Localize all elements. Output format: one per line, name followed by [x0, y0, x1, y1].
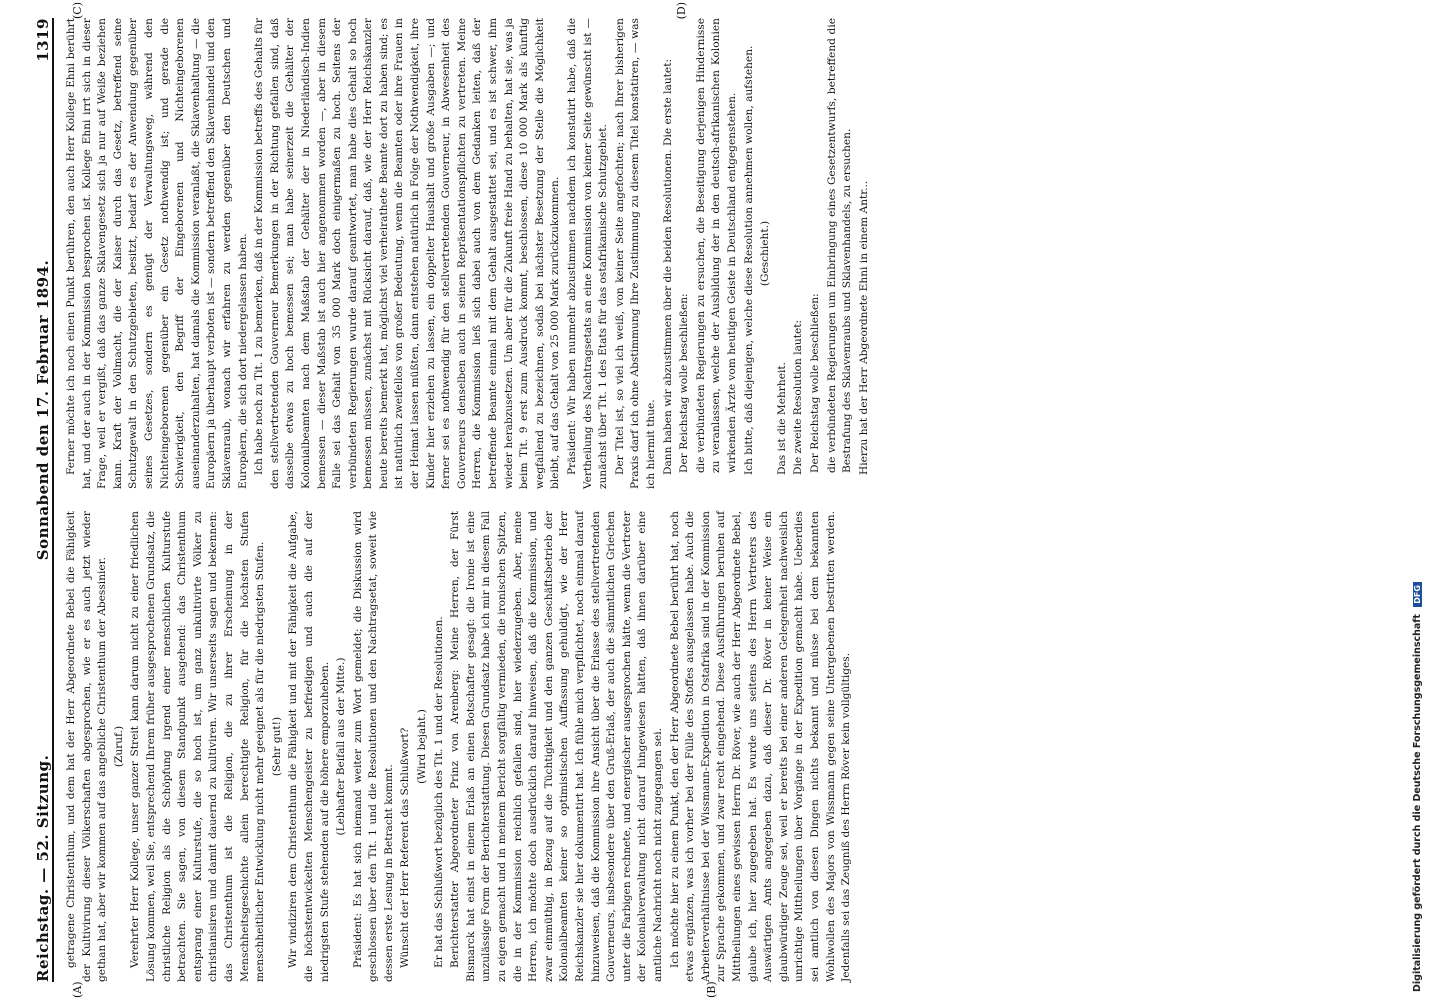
resolution-line: Der Reichstag wolle beschließen: — [678, 293, 691, 473]
paragraph: getragene Christenthum, und dem hat der Herr Abgeordnete Bebel die Fähigkeit der Kultivirung dieser Völkerschaften abgesprochen, wie er es auch jetzt wieder gethan hat, aber wir kommen auf das angebliche Christenthum der Abessinier. — [65, 511, 109, 982]
paragraph: Ich habe noch zu Tit. 1 zu bemerken, daß in der Kommission betreffs des Gehalts für den stellvertretenden Gouverneur Bemerkungen in der Richtung gefallen sind, daß dasselbe etwas zu hoch bemessen sei; man habe seinerzeit die Gehälter der Kolonialbeamten nach dem Maßstab der Gehälter der in Niederländisch-Indien bemessen — dieser Maßstab ist auch hier angenommen worden —, aber in diesem Falle sei das Gehalt von 35 000 Mark doch einigermaßen zu hoch. Seitens der verbündeten Regierungen wurde darauf geantwortet, man habe dies Gehalt so hoch bemessen müssen, zunächst mit Rücksicht darauf, daß, wie der Herr Reichskanzler heute bereits bemerkt hat, möglichst viel verheirathete Beamte dort zu haben sind; es ist natürlich zweifellos von großer Bedeutung, wenn die Beamten oder ihre Frauen in der Heimat lassen müßten, dann entstehen natürlich in Folge der Nothwendigkeit, ihre Kinder hier erziehen zu lassen, ein doppelter Haushalt und große Ausgaben —; und ferner sei es nothwendig für den stellvertretenden Gouverneur, in Abwesenheit des Gouverneurs denselben auch in seinen Repräsentationspflichten zu vertreten. Meine Herren, die Kommission ließ sich dabei auch von dem Gedanken leiten, daß der betreffende Beamte einmal mit dem Gehalt ausgestattet sei, und es ist schwer, ihm wieder herabzusetzen. Um aber für die Zukunft freie Hand zu behalten, hat sie, was ja beim Tit. 9 erst zum Ausdruck kommt, beschlossen, diese 10 000 Mark als künftig wegfallend zu bezeichnen, sodaß bei nächster Besetzung der Stelle die Möglichkeit bleibt, auf das Gehalt von 25 000 Mark zurückzukommen. — [253, 18, 562, 489]
interjection: (Wird bejaht.) — [416, 709, 429, 784]
paragraph: Berichterstatter Abgeordneter Prinz von Arenberg: Meine Herren, der Fürst Bismarck hat einst in einem Erlaß an einen Botschafter gesagt: die Ironie ist eine unzulässige Form der Berichterstattung. Diesen Grundsatz habe ich mir in diesem Fall zu eigen gemacht und in meinem Bericht sorgfältig vermieden, die ironischen Spitzen, die in der Kommission reichlich gefallen sind, hier wiederzugeben. Aber, meine Herren, ich möchte doch ausdrücklich darauf hinweisen, daß die Kommission, und zwar einmüthig, in Bezug auf die Tüchtigkeit und den ganzen Geschäftsbetrieb der Kolonialbeamten keiner so optimistischen Auffassung gehuldigt, wie der Herr Reichskanzler sie hier dokumentirt hat. Ich fühle mich verpflichtet, noch einmal darauf hinzuweisen, daß die Kommission ihre Ansicht über die Erlasse des stellvertretenden Gouverneurs, insbesondere über den Gruß-Erlaß, der auch die sämmtlichen Griechen unter die Farbigen rechnete, und energischer ausgesprochen hätte, wenn die Vertreter der Kolonialverwaltung nicht darauf hingewiesen hätten, daß ihnen darüber eine amtliche Nachricht noch nicht zugegangen sei. — [449, 511, 664, 982]
paragraph: Präsident: Es hat sich niemand weiter zum Wort gemeldet; die Diskussion wird geschlossen über den Tit. 1 und die Resolutionen und den Nachtragsetat, soweit wie dessen erste Lesung in Betracht kommt. — [351, 511, 395, 982]
interjection: (Sehr gut!) — [270, 716, 283, 777]
running-header — [14, 18, 54, 982]
paragraph: Verehrter Herr Kollege, unser ganzer Streit kann darum nicht zu einer friedlichen Lösung kommen, weil Sie, entsprechend Ihrem früher ausgesprochenen Grundsatz, die christliche Religion als die Schöpfung irgend einer menschlichen Kulturstufe betrachten. Sie sagen, von diesem Standpunkt ausgehend: das Christenthum entsprang einer Kulturstufe, die so hoch ist, um ganz unkultivirte Völker zu christianisiren und damit dauernd zu kultiviren. Wir unserseits sagen und bekennen: das Christenthum ist die Religion, die zu ihrer Erscheinung in der Menschheitsgeschichte allein berechtigte Religion, für die höchsten Stufen menschheitlicher Entwicklung nicht mehr geeignet als für die niedrigsten Stufen. — [129, 511, 267, 982]
page-number: 1319 — [34, 18, 52, 62]
interjection: (Lebhafter Beifall aus der Mitte.) — [335, 657, 348, 836]
margin-marker-d: (D) — [675, 2, 688, 20]
paragraph: Dann haben wir abzustimmen über die beiden Resolutionen. Die erste lautet: — [661, 58, 674, 475]
resolution-text: die verbündeten Regierungen zu ersuchen, die Beseitigung derjenigen Hindernisse zu veranlassen, welche der Ausbildung der in den deutsch-afrikanischen Kolonien wirkenden Ärzte vom heutigen Geiste in Deutschland entgegenstehen. — [694, 18, 738, 473]
header-date: Sonnabend den 17. Februar 1894. — [34, 259, 52, 561]
resolution-line: Der Reichstag wolle beschließen: — [808, 293, 821, 473]
left-column — [64, 511, 873, 998]
paragraph: Ich bitte, daß diejenigen, welche diese Resolution annehmen wollen, aufstehen. — [742, 45, 755, 475]
margin-marker-a: (A) — [71, 981, 84, 998]
paragraph: Präsident: Wir haben nunmehr abzustimmen nachdem ich konstatirt habe, daß die Vertheilung des Nachtragsetats an eine Kommission von keiner Seite gewünscht ist — zunächst über Tit. 1 des Etats für das ostafrikanische Schutzgebiet. — [566, 18, 610, 489]
paragraph: Ferner möchte ich noch einen Punkt berühren, den auch Herr Kollege Ehni berührt hat, und der auch in der Kommission besprochen ist. Kollege Ehni irrt sich in dieser Frage, weil er vergißt, daß das ganze Sklavengesetz sich ja nur auf Weiße beziehen kann. Kraft der Vollmacht, die der Kaiser durch das Gesetz, betreffend seine Schutzgewalt in den Schutzgebieten, besitzt, bedarf es der Anwendung gegenüber seines Gesetzes, sondern es genügt der Verwaltungsweg, während den Nichteingeborenen gegenüber ein Gesetz nothwendig ist; und gerade die Schwierigkeit, den Begriff der Eingeborenen und Nichteingeborenen auseinanderzuhalten, hat damals die Kommission veranlaßt, die Sklavenhaltung — die Europäern ja überhaupt verboten ist — sondern betreffend den Sklavenhandel und den Sklavenraub, wonach wir erfahren zu werden gegenüber den Deutschen und Europäern, die sich dort niedergelassen haben. — [65, 18, 249, 489]
text-columns — [64, 2, 873, 998]
paragraph: Wir vindiziren dem Christenthum die Fähigkeit und mit der Fähigkeit die Aufgabe, die höchstentwickelten Menschengeister zu befriedigen und auch die auf der niedrigsten Stufe stehenden auf die höhere emporzuheben. — [287, 511, 331, 982]
paragraph: Er hat das Schlußwort bezüglich des Tit. 1 und der Resolutionen. — [432, 616, 445, 968]
paragraph: Wünscht der Herr Referent das Schlußwort? — [399, 727, 412, 968]
dfg-logo: DFG — [1413, 582, 1422, 607]
margin-marker-b: (B) — [705, 981, 718, 998]
resolution-text: die verbündeten Regierungen um Einbringung eines Gesetzentwurfs, betreffend die Bestrafung des Sklavenraubs und Sklavenhandels, zu ersuchen. — [825, 18, 854, 473]
paragraph: Ich möchte hier zu einem Punkt, den der Herr Abgeordnete Bebel berührt hat, noch etwas ergänzen, was ich vorher bei der Fülle des Stoffes ausgelassen habe. Auch die Arbeiterverhältnisse bei der Wissmann-Expedition in Ostafrika sind in der Kommission zur Sprache gekommen, und zwar recht eingehend. Diese Ausführungen beruhen auf Mittheilungen eines gewissen Herrn Dr. Röver, wie auch der Herr Abgeordnete Bebel, glaube ich, hier zugegeben hat. Es wurde uns seitens des Herrn Vertreters des Auswärtigen Amts angegeben dazu, daß dieser Dr. Röver in keiner Weise ein glaubwürdiger Zeuge sei, weil er bereits bei einer anderen Gelegenheit nachweislich unrichtige Mittheilungen über Vorgänge in der Expedition gemacht habe. Ueberdies sei amtlich von diesen Dingen nichts bekannt und müsse bei dem bekannten Wohlwollen des Majors von Wissmann gegen seine Untergebenen bestritten werden. Jedenfalls sei das Zeugniß des Herrn Röver kein vollgültiges. — [668, 511, 853, 982]
paragraph: Der Titel ist, so viel ich weiß, von keiner Seite angefochten; nach Ihrer bisherigen Praxis darf ich ohne Abstimmung Ihre Zustimmung zu diesem Titel konstatiren, — was ich hiermit thue. — [613, 18, 657, 489]
paragraph: Hierzu hat der Herr Abgeordnete Ehni in einem Antr... — [857, 180, 870, 475]
right-column — [64, 2, 873, 489]
margin-marker-c: (C) — [71, 2, 84, 19]
paragraph: Das ist die Mehrheit. — [775, 362, 788, 475]
interjection: (Geschieht.) — [759, 220, 772, 287]
digitization-credit — [1412, 0, 1428, 1000]
interjection: (Zuruf.) — [112, 725, 125, 768]
paragraph: Die zweite Resolution lautet: — [792, 319, 805, 475]
header-session: Reichstag. — 52. Sitzung. — [34, 754, 52, 982]
credit-text: Digitalisierung gefördert durch die Deutsche Forschungsgemeinschaft — [1412, 614, 1423, 992]
